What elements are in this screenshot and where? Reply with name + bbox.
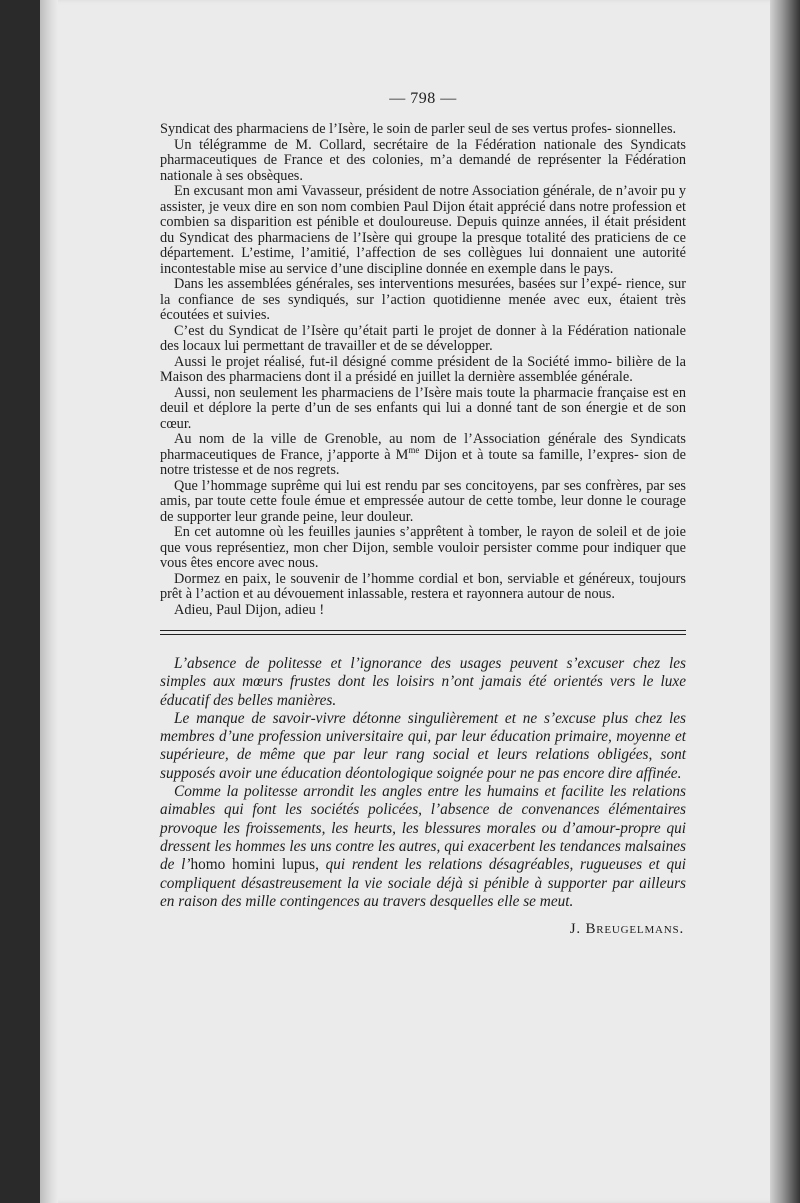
paragraph: Un télégramme de M. Collard, secrétaire de la Fédération nationale des Syndicats pharmaceutiques de France et des colonies, m’a demandé de représenter la Fédération nationale à ses obsèques. bbox=[160, 136, 686, 184]
quote-paragraph: L’absence de politesse et l’ignorance des usages peuvent s’excuser chez les simples aux mœurs frustes dont les loisirs n’ont jamais été orientés vers le luxe éducatif des belles manières. bbox=[160, 655, 686, 709]
double-rule-divider bbox=[160, 630, 686, 635]
paragraph: Syndicat des pharmaciens de l’Isère, le soin de parler seul de ses vertus profes- sionnelles. bbox=[160, 121, 677, 137]
quote-paragraph: Le manque de savoir-vivre détonne singulièrement et ne s’excuse plus chez les membres d’une profession universitaire qui, par leur éducation primaire, moyenne et supérieure, de même que par leur rang social et leurs relations obligées, sont supposés avoir une éducation déontologique soignée pour ne pas encore dire affinée. bbox=[160, 709, 686, 782]
paragraph: En excusant mon ami Vavasseur, président de notre Association générale, de n’avoir pu y assister, je veux dire en son nom combien Paul Dijon était apprécié dans notre profession et combien sa disparition est pénible et douloureuse. Depuis quinze années, il était président du Syndicat des pharmaciens de l’Isère qui groupe la presque totalité des praticiens de ce département. L’estime, l’amitié, l’affection de ses collègues lui donnaient une autorité incontestable mise au service d’une discipline donnée en exemple dans le pays. bbox=[160, 183, 686, 277]
grenoble-text-before: Au nom de la ville de Grenoble, au nom de l’Association générale des Syndicats pharmaceutiques de France, j’apporte à M bbox=[160, 431, 686, 463]
italic-essay bbox=[160, 655, 686, 911]
paragraph: Adieu, Paul Dijon, adieu ! bbox=[174, 601, 325, 618]
page-content bbox=[160, 90, 686, 938]
signature-initial: J. bbox=[569, 921, 586, 938]
letter-text bbox=[160, 122, 686, 618]
quote-text-after: qui rendent les relations désagréables, rugueuses et qui compliquent désastreusement la vie sociale déjà si pénible à supporter par ailleurs en raison des mille contingences au travers desquelles elle se meut. bbox=[160, 856, 686, 910]
paragraph: Dormez en paix, le souvenir de l’homme cordial et bon, serviable et généreux, toujours prêt à l’action et au dévouement inlassable, restera et rayonnera autour de nous. bbox=[160, 570, 686, 602]
quote-paragraph-last bbox=[160, 783, 686, 911]
paragraph: En cet automne où les feuilles jaunies s’apprêtent à tomber, le rayon de soleil et de joie que vous représentiez, mon cher Dijon, semble vouloir persister comme pour indiquer que vous êtes encore avec nous. bbox=[160, 524, 686, 571]
paragraph: Dans les assemblées générales, ses interventions mesurées, basées sur l’expé- rience, sur la confiance de ses syndiqués, sur l’action quotidienne menée avec eux, étaient très écoutées et suivies. bbox=[160, 276, 686, 323]
paragraph: C’est du Syndicat de l’Isère qu’était parti le projet de donner à la Fédération nationale des locaux lui permettant de travailler et de se développer. bbox=[160, 322, 686, 354]
latin-phrase: homo homini lupus, bbox=[190, 856, 319, 874]
grenoble-superscript: me bbox=[408, 444, 420, 455]
paragraph: Aussi le projet réalisé, fut-il désigné comme président de la Société immo- bilière de la Maison des pharmaciens dont il a présidé en juillet la dernière assemblée générale. bbox=[160, 353, 686, 385]
paragraph: Que l’hommage suprême qui lui est rendu par ses concitoyens, par ses confrères, par ses amis, par toute cette foule émue et empressée autour de cette tombe, leur donne le courage de supporter leur grande peine, leur douleur. bbox=[160, 477, 686, 525]
page-binding-shadow bbox=[40, 0, 58, 1203]
author-signature bbox=[160, 921, 686, 938]
paragraph: Aussi, non seulement les pharmaciens de l’Isère mais toute la pharmacie française est en deuil et déplore la perte d’un de ses enfants qui lui a donné tant de son énergie et de son cœur. bbox=[160, 384, 686, 432]
paragraph-grenoble bbox=[160, 432, 686, 479]
page-number: — 798 — bbox=[389, 90, 457, 107]
quote-text-before: Comme la politesse arrondit les angles entre les humains et facilite les relations aimables qui font les sociétés policées, l’absence de convenances élémentaires provoque les froissements, les heurts, les blessures morales ou d’amour-propre qui dressent les hommes les uns contre les autres, qui exacerbent les tendances malsaines de l’ bbox=[160, 783, 686, 874]
grenoble-text-after: Dijon et à toute sa famille, l’expres- sion de notre tristesse et de nos regrets. bbox=[160, 446, 687, 478]
page-right-edge bbox=[770, 0, 800, 1203]
signature-name: Breugelmans. bbox=[585, 921, 684, 938]
